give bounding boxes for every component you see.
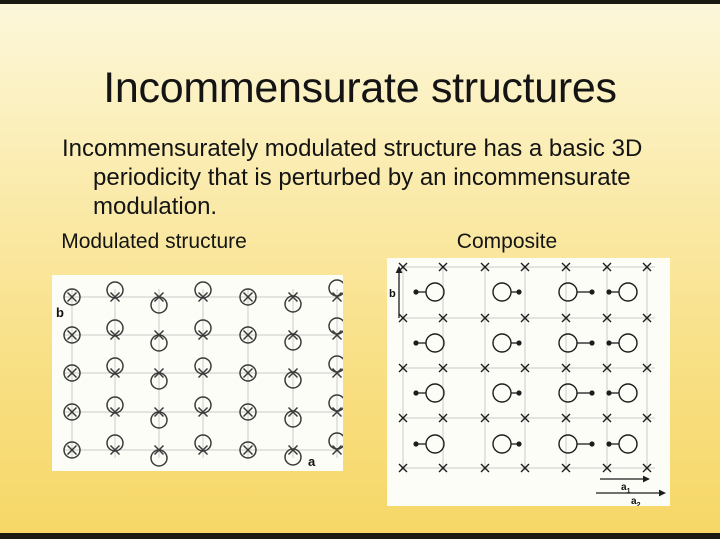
atom-circle bbox=[426, 384, 444, 402]
displacement-dot bbox=[589, 441, 594, 446]
section-label-modulated: Modulated structure bbox=[61, 230, 247, 253]
atom-circle bbox=[493, 283, 511, 301]
displacement-dot bbox=[606, 289, 611, 294]
atom-circle bbox=[559, 435, 577, 453]
displacement-dot bbox=[413, 390, 418, 395]
displacement-dot bbox=[589, 289, 594, 294]
atom-circle bbox=[426, 283, 444, 301]
displacement-dot bbox=[516, 340, 521, 345]
atom-circle bbox=[619, 435, 637, 453]
body-line: modulation. bbox=[93, 193, 218, 220]
body-line: Incommensurately modulated structure has a basic 3D bbox=[62, 135, 643, 162]
atom-circle bbox=[426, 334, 444, 352]
atom-circle bbox=[559, 334, 577, 352]
displacement-dot bbox=[606, 441, 611, 446]
axis-label-a2 bbox=[631, 496, 641, 506]
displacement-dot bbox=[516, 289, 521, 294]
axis-label-b: b bbox=[56, 305, 64, 320]
displacement-dot bbox=[589, 340, 594, 345]
displacement-dot bbox=[413, 441, 418, 446]
atom-circle bbox=[493, 435, 511, 453]
atom-circle bbox=[619, 384, 637, 402]
top-letterbox-bar bbox=[0, 0, 720, 4]
displacement-dot bbox=[516, 441, 521, 446]
displacement-dot bbox=[413, 340, 418, 345]
displacement-dot bbox=[516, 390, 521, 395]
axis-label-a1-base: a bbox=[621, 482, 627, 493]
a1-axis-arrow-head bbox=[643, 476, 650, 483]
axis-label-a2-base: a bbox=[631, 496, 637, 506]
axis-label-a: a bbox=[308, 454, 316, 469]
axis-label-a1-subscript: 1 bbox=[626, 488, 631, 495]
axis-label-b: b bbox=[389, 288, 396, 300]
atom-circle bbox=[426, 435, 444, 453]
page-title: Incommensurate structures bbox=[103, 64, 617, 112]
body-line: periodicity that is perturbed by an incommensurate bbox=[93, 164, 631, 191]
composite-structure-diagram bbox=[387, 258, 670, 506]
atom-circle bbox=[619, 283, 637, 301]
body-paragraph bbox=[62, 134, 652, 221]
atom-circle bbox=[619, 334, 637, 352]
displacement-dot bbox=[413, 289, 418, 294]
atom-circle bbox=[559, 283, 577, 301]
bottom-letterbox-bar bbox=[0, 533, 720, 539]
atom-circle bbox=[493, 384, 511, 402]
displacement-dot bbox=[606, 340, 611, 345]
axis-label-a2-subscript: 2 bbox=[636, 502, 641, 506]
section-label-composite: Composite bbox=[456, 230, 558, 253]
a2-axis-arrow-head bbox=[659, 490, 666, 497]
atom-circle bbox=[493, 334, 511, 352]
modulated-structure-diagram bbox=[52, 275, 343, 471]
displacement-dot bbox=[589, 390, 594, 395]
atom-circle bbox=[559, 384, 577, 402]
displacement-dot bbox=[606, 390, 611, 395]
